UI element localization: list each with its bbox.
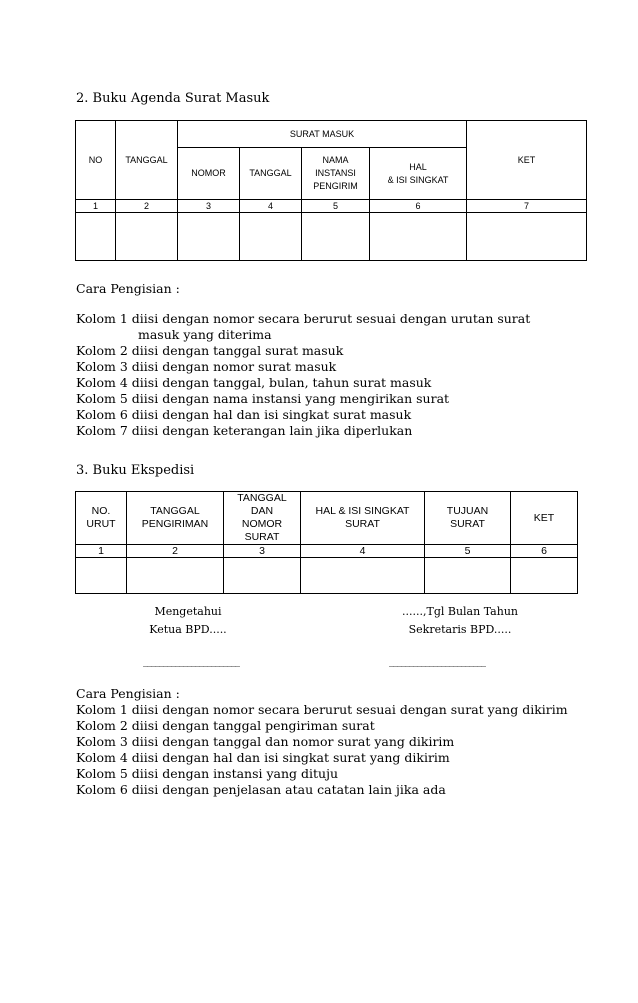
col-ket-header: KET [511, 492, 578, 545]
signature-left-role: Ketua BPD..... [149, 623, 227, 636]
instruction-line: Kolom 5 diisi dengan nama instansi yang mengirikan surat [76, 391, 450, 406]
col-tanggal-header: TANGGAL [116, 121, 178, 200]
instruction-line: Kolom 3 diisi dengan nomor surat masuk [76, 359, 337, 374]
signature-left [118, 603, 258, 639]
col-number: 1 [76, 545, 127, 558]
col-number: 4 [240, 200, 302, 213]
col-tanggal-pengiriman-header: TANGGAL PENGIRIMAN [127, 492, 224, 545]
col-tujuan-header: TUJUAN SURAT [425, 492, 511, 545]
section2-cara-label: Cara Pengisian : [76, 281, 180, 296]
instruction-line: Kolom 7 diisi dengan keterangan lain jika diperlukan [76, 423, 413, 438]
col-number: 6 [511, 545, 578, 558]
col-no-header: NO [76, 121, 116, 200]
signature-left-line: ________________________ [143, 656, 239, 667]
col-number: 3 [224, 545, 301, 558]
section3-cara-label: Cara Pengisian : [76, 686, 180, 701]
col-number: 3 [178, 200, 240, 213]
col-number: 2 [127, 545, 224, 558]
instruction-line: Kolom 4 diisi dengan hal dan isi singkat surat yang dikirim [76, 750, 450, 765]
col-tanggal-sub-header: TANGGAL [240, 148, 302, 200]
instruction-line: Kolom 1 diisi dengan nomor secara berurut sesuai dengan urutan surat [76, 311, 531, 326]
col-nama-instansi-header: NAMA INSTANSI PENGIRIM [302, 148, 370, 200]
instruction-line: Kolom 3 diisi dengan tanggal dan nomor surat yang dikirim [76, 734, 455, 749]
signature-right-date: ......,Tgl Bulan Tahun [402, 605, 518, 618]
col-number: 5 [302, 200, 370, 213]
col-tanggal-nomor-header: TANGGAL DAN NOMOR SURAT [224, 492, 301, 545]
signature-right-line: ________________________ [389, 656, 485, 667]
signature-left-title: Mengetahui [154, 605, 222, 618]
col-number: 5 [425, 545, 511, 558]
section2-instructions [76, 311, 530, 439]
col-number: 7 [467, 200, 587, 213]
instruction-line: Kolom 1 diisi dengan nomor secara berurut sesuai dengan surat yang dikirim [76, 702, 568, 717]
col-ket-header: KET [467, 121, 587, 200]
col-nomor-header: NOMOR [178, 148, 240, 200]
instruction-line: Kolom 2 diisi dengan tanggal surat masuk [76, 343, 344, 358]
instruction-line: Kolom 5 diisi dengan instansi yang dituju [76, 766, 339, 781]
ekspedisi-table [75, 491, 578, 594]
instruction-line: masuk yang diterima [138, 327, 272, 342]
empty-entry-row [76, 558, 578, 594]
signature-right [380, 603, 540, 639]
col-number: 1 [76, 200, 116, 213]
section2-heading: 2. Buku Agenda Surat Masuk [76, 91, 270, 106]
col-no-urut-header: NO. URUT [76, 492, 127, 545]
surat-masuk-header: SURAT MASUK [178, 121, 467, 148]
col-number: 6 [370, 200, 467, 213]
instruction-line: Kolom 6 diisi dengan penjelasan atau catatan lain jika ada [76, 782, 446, 797]
instruction-line: Kolom 4 diisi dengan tanggal, bulan, tahun surat masuk [76, 375, 432, 390]
instruction-line: Kolom 6 diisi dengan hal dan isi singkat surat masuk [76, 407, 412, 422]
col-hal-header: HAL & ISI SINGKAT [370, 148, 467, 200]
instruction-line: Kolom 2 diisi dengan tanggal pengiriman surat [76, 718, 375, 733]
surat-masuk-table [75, 120, 587, 261]
col-hal-header: HAL & ISI SINGKAT SURAT [301, 492, 425, 545]
col-number: 2 [116, 200, 178, 213]
empty-entry-row [76, 213, 587, 261]
col-number: 4 [301, 545, 425, 558]
section3-heading: 3. Buku Ekspedisi [76, 463, 195, 478]
signature-right-role: Sekretaris BPD..... [408, 623, 512, 636]
section3-instructions [76, 702, 568, 798]
